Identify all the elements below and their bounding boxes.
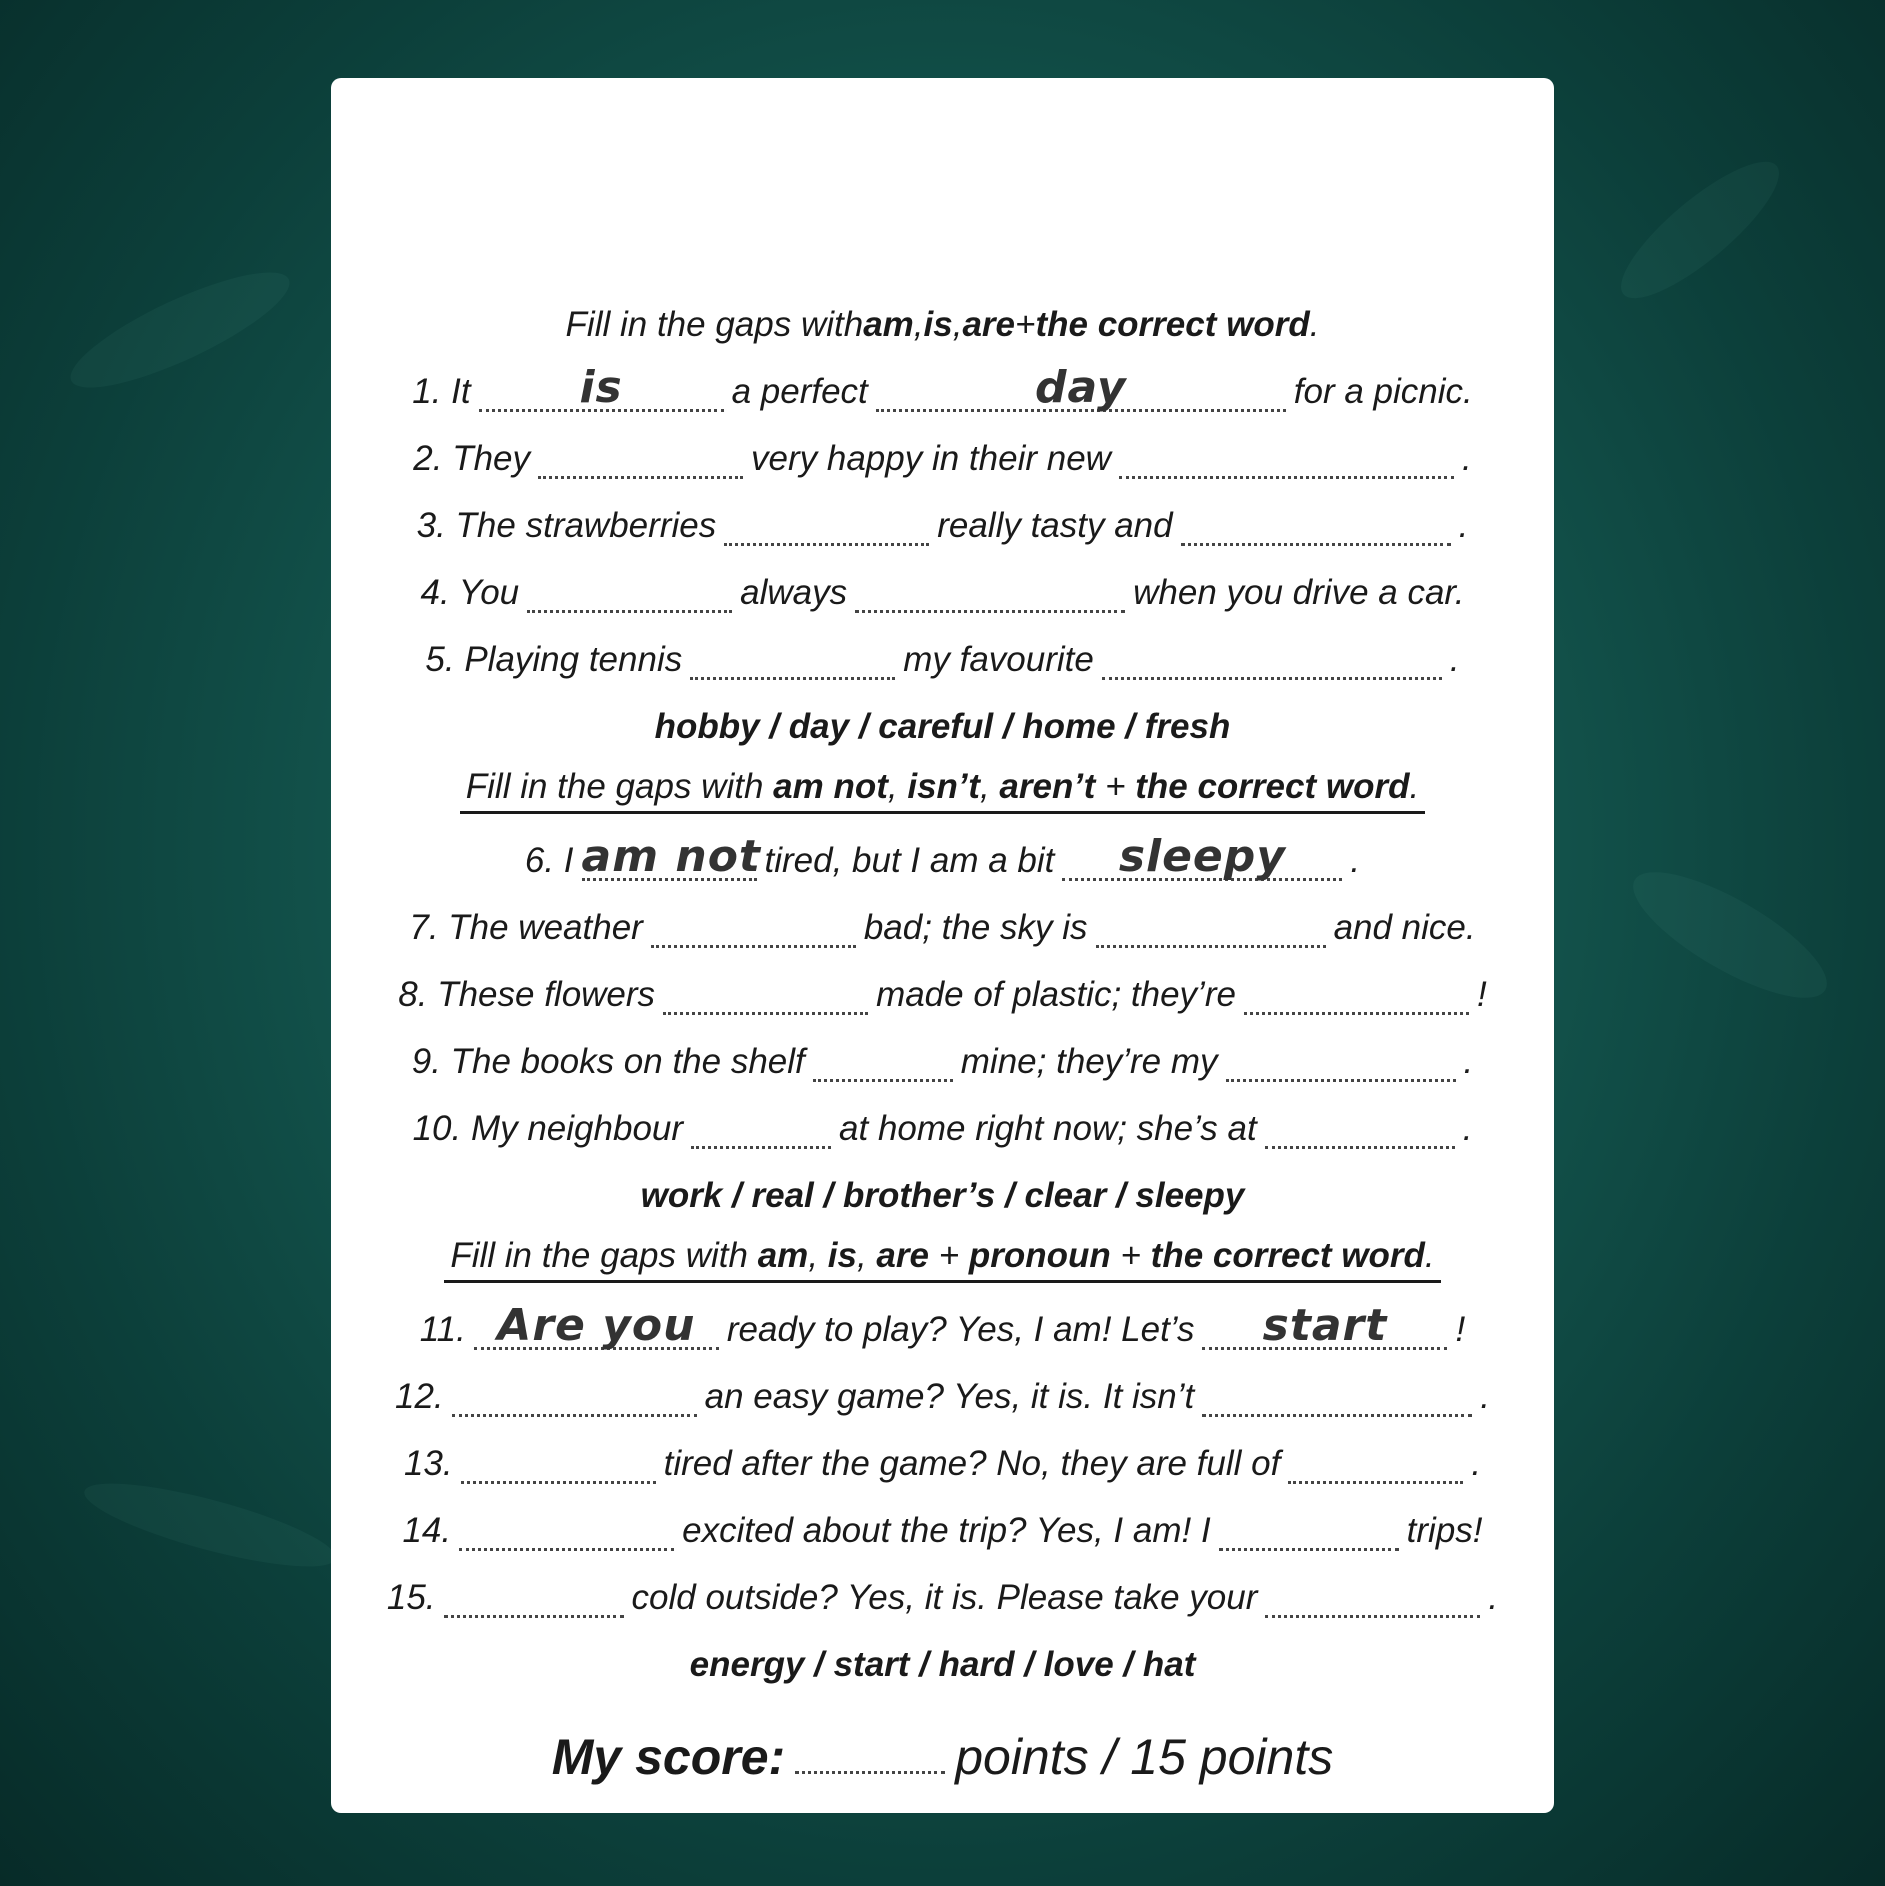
answer-blank[interactable] bbox=[1226, 1049, 1456, 1082]
handwritten-answer: am not bbox=[581, 831, 761, 882]
score-suffix: points / 15 points bbox=[955, 1729, 1334, 1785]
question-2: 2. They very happy in their new . bbox=[413, 439, 1472, 478]
answer-blank[interactable] bbox=[538, 446, 743, 479]
word-bank-2: work / real / brother’s / clear / sleepy bbox=[640, 1176, 1245, 1215]
answer-blank[interactable] bbox=[581, 831, 761, 882]
question-6: 6. I am not tired, but I am a bit sleepy . bbox=[524, 831, 1361, 882]
answer-blank[interactable] bbox=[1265, 1585, 1480, 1618]
score-blank[interactable] bbox=[795, 1741, 945, 1774]
answer-blank[interactable] bbox=[1096, 915, 1326, 948]
handwritten-answer: Are you bbox=[497, 1300, 696, 1351]
handwritten-answer: day bbox=[1035, 362, 1127, 413]
instruction-1: Fill in the gaps with am , is , are + the correct word . bbox=[565, 305, 1320, 344]
answer-blank[interactable] bbox=[461, 1451, 656, 1484]
question-9: 9. The books on the shelf mine; they’re my . bbox=[411, 1042, 1474, 1081]
question-5: 5. Playing tennis my favourite . bbox=[425, 640, 1460, 679]
answer-blank[interactable] bbox=[1202, 1384, 1472, 1417]
answer-blank[interactable] bbox=[690, 647, 895, 680]
answer-blank[interactable] bbox=[1062, 831, 1342, 882]
handwritten-answer: is bbox=[579, 362, 623, 413]
answer-blank[interactable] bbox=[663, 982, 868, 1015]
question-15: 15. cold outside? Yes, it is. Please take your . bbox=[386, 1578, 1499, 1617]
answer-blank[interactable] bbox=[452, 1384, 697, 1417]
answer-blank[interactable] bbox=[724, 513, 929, 546]
answer-blank[interactable] bbox=[1244, 982, 1469, 1015]
worksheet bbox=[331, 78, 1554, 1813]
instruction-2: Fill in the gaps with am not, isn’t, aren’t + the correct word. bbox=[331, 747, 1554, 820]
answer-blank[interactable] bbox=[1119, 446, 1454, 479]
question-8: 8. These flowers made of plastic; they’re ! bbox=[398, 975, 1487, 1014]
question-7: 7. The weather bad; the sky is and nice. bbox=[409, 908, 1476, 947]
instruction-3: Fill in the gaps with am, is, are + pronoun + the correct word. bbox=[331, 1216, 1554, 1289]
answer-blank[interactable] bbox=[1288, 1451, 1463, 1484]
answer-blank[interactable] bbox=[813, 1049, 953, 1082]
handwritten-answer: sleepy bbox=[1118, 831, 1286, 882]
answer-blank[interactable] bbox=[1181, 513, 1451, 546]
question-1: 1. It is a perfect day for a picnic. bbox=[412, 362, 1473, 413]
question-3: 3. The strawberries really tasty and . bbox=[416, 506, 1469, 545]
answer-blank[interactable] bbox=[444, 1585, 624, 1618]
question-14: 14. excited about the trip? Yes, I am! I trips! bbox=[402, 1511, 1483, 1550]
answer-blank[interactable] bbox=[1202, 1300, 1447, 1351]
answer-blank[interactable] bbox=[474, 1300, 719, 1351]
question-4: 4. You always when you drive a car. bbox=[420, 573, 1465, 612]
question-13: 13. tired after the game? No, they are full of . bbox=[403, 1444, 1482, 1483]
answer-blank[interactable] bbox=[876, 362, 1286, 413]
answer-blank[interactable] bbox=[459, 1518, 674, 1551]
handwritten-answer: start bbox=[1262, 1300, 1388, 1351]
word-bank-3: energy / start / hard / love / hat bbox=[689, 1645, 1196, 1684]
answer-blank[interactable] bbox=[479, 362, 724, 413]
answer-blank[interactable] bbox=[651, 915, 856, 948]
answer-blank[interactable] bbox=[527, 580, 732, 613]
answer-blank[interactable] bbox=[1219, 1518, 1399, 1551]
answer-blank[interactable] bbox=[855, 580, 1125, 613]
answer-blank[interactable] bbox=[1102, 647, 1442, 680]
question-11: 11. Are you ready to play? Yes, I am! Let’s start ! bbox=[419, 1300, 1466, 1351]
answer-blank[interactable] bbox=[1265, 1116, 1455, 1149]
word-bank-1: hobby / day / careful / home / fresh bbox=[654, 707, 1231, 746]
score-line bbox=[331, 1728, 1554, 1786]
answer-blank[interactable] bbox=[691, 1116, 831, 1149]
score-label: My score: bbox=[551, 1729, 786, 1785]
question-10: 10. My neighbour at home right now; she’s at . bbox=[412, 1109, 1473, 1148]
question-12: 12. an easy game? Yes, it is. It isn’t . bbox=[395, 1377, 1490, 1416]
